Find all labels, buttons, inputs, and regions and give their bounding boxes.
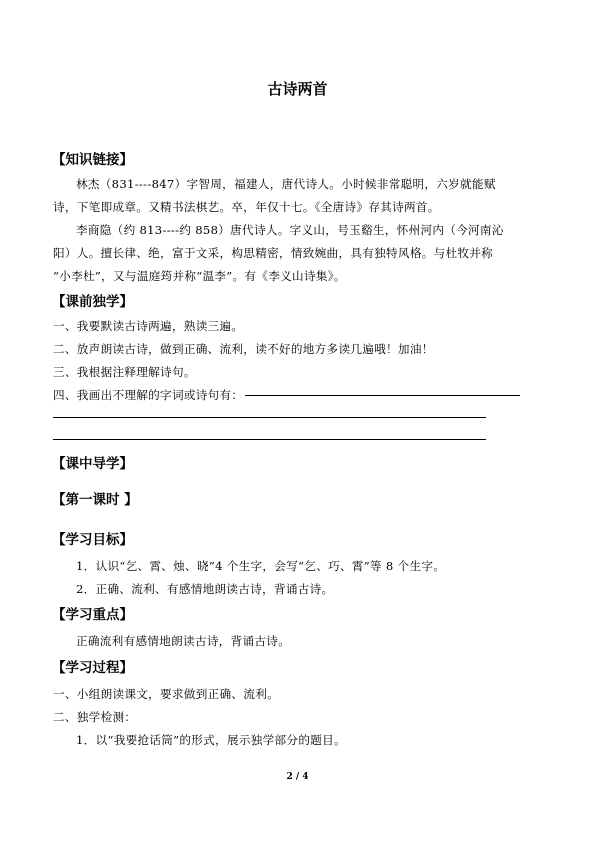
process-heading: 【学习过程】 [52, 660, 133, 676]
page-number: 2 / 4 [286, 772, 309, 782]
goal-item-2: 2．正确、流利、有感情地朗读古诗，背诵古诗。 [76, 582, 334, 596]
preclass-item-1: 一、我要默读古诗两遍，熟读三遍。 [53, 319, 244, 333]
knowledge-line-4: 阳）人。擅长律、绝，富于文采，构思精密，情致婉曲，具有独特风格。与杜牧并称 [53, 246, 494, 260]
knowledge-heading: 【知识链接】 [52, 152, 133, 168]
knowledge-line-5: “小李杜”，又与温庭筠并称“温李”。有《李义山诗集》。 [53, 269, 346, 283]
process-item-2: 二、独学检测： [53, 710, 137, 724]
preclass-item-3: 三、我根据注释理解诗句。 [53, 365, 196, 379]
preclass-item-2: 二、放声朗读古诗，做到正确、流利，读不好的地方多读几遍哦！加油！ [53, 342, 434, 356]
knowledge-line-2: 诗，下笔即成章。又精书法棋艺。卒，年仅十七。《全唐诗》存其诗两首。 [53, 200, 440, 214]
focus-text: 正确流利有感情地朗读古诗，背诵古诗。 [76, 634, 291, 648]
preclass-heading: 【课前独学】 [52, 294, 133, 310]
lesson1-heading: 【第一课时 】 [52, 492, 138, 508]
process-item-3: 1．以“我要抢话筒”的形式，展示独学部分的题目。 [76, 733, 346, 747]
page-title: 古诗两首 [267, 80, 328, 98]
knowledge-line-3: 李商隐（约 813----约 858）唐代诗人。字义山，号玉谿生，怀州河内（今河南沁 [76, 223, 504, 237]
goal-item-1: 1．认识“乞、霄、烛、晓”4 个生字，会写“乞、巧、霄”等 8 个生字。 [76, 559, 446, 573]
goals-heading: 【学习目标】 [52, 532, 133, 548]
inclass-heading: 【课中导学】 [52, 456, 133, 472]
knowledge-line-1: 林杰（831----847）字智周，福建人，唐代诗人。小时候非常聪明，六岁就能赋 [76, 177, 496, 191]
answer-line-2[interactable] [53, 417, 486, 418]
focus-heading: 【学习重点】 [52, 607, 133, 623]
preclass-item-4: 四、我画出不理解的字词或诗句有： [53, 388, 244, 402]
answer-line-3[interactable] [53, 439, 486, 440]
process-item-1: 一、小组朗读课文，要求做到正确、流利。 [53, 687, 279, 701]
answer-line-1[interactable] [245, 395, 520, 396]
